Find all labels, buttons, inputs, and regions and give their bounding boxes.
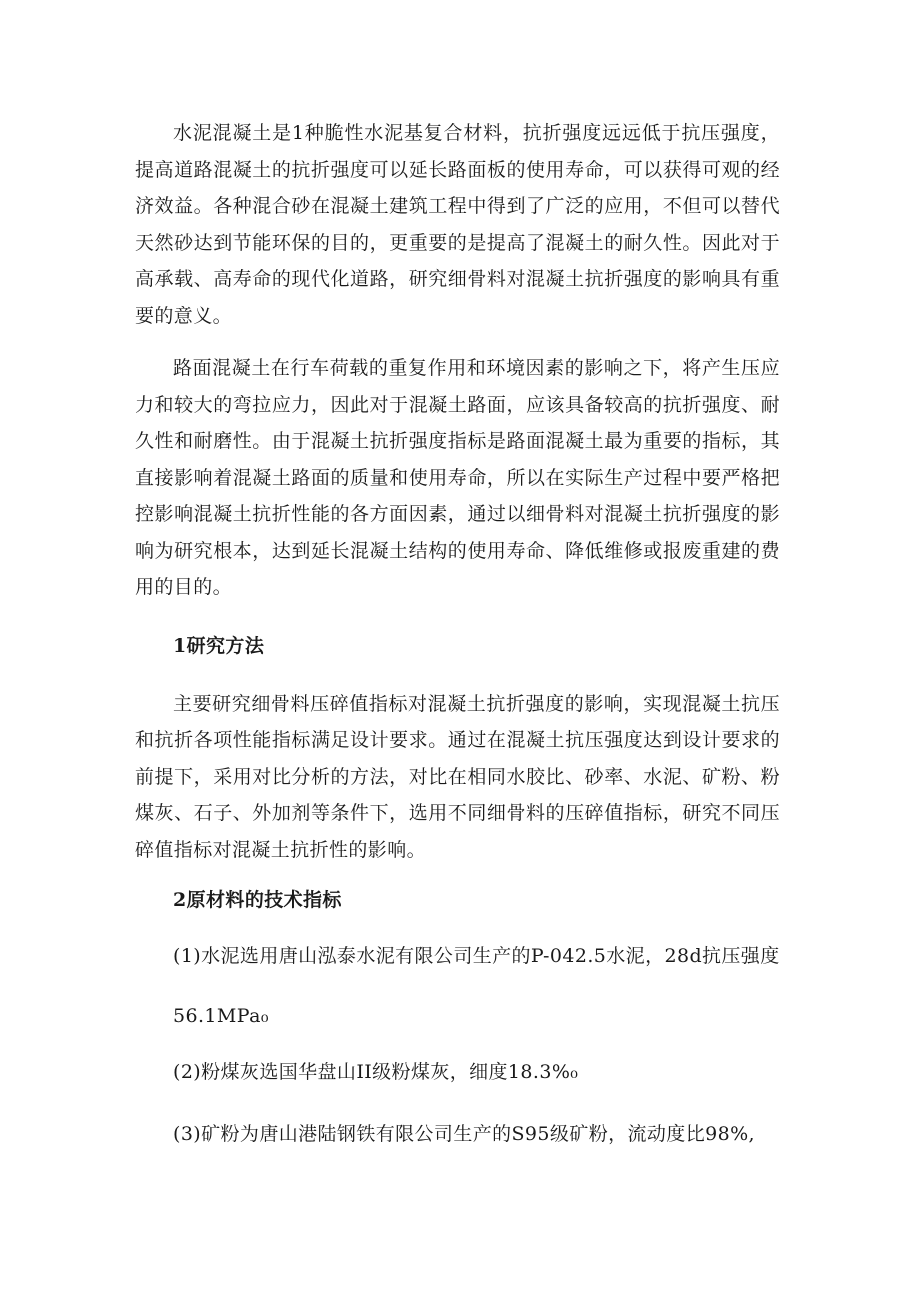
paragraph-research-method: 主要研究细骨料压碎值指标对混凝土抗折强度的影响，实现混凝土抗压和抗折各项性能指标满足设计要求。通过在混凝土抗压强度达到设计要求的前提下，采用对比分析的方法，对比在相同水胶比、砂率、水泥、矿粉、粉煤灰、石子、外加剂等条件下，选用不同细骨料的压碎值指标，研究不同压碎值指标对混凝土抗折性的影响。 bbox=[135, 692, 780, 861]
document-page bbox=[135, 115, 780, 1152]
paragraph-intro: 水泥混凝土是1种脆性水泥基复合材料，抗折强度远远低于抗压强度，提高道路混凝土的抗折强度可以延长路面板的使用寿命，可以获得可观的经济效益。各种混合砂在混凝土建筑工程中得到了广泛的应用，不但可以替代天然砂达到节能环保的目的，更重要的是提高了混凝土的耐久性。因此对于高承载、高寿命的现代化道路，研究细骨料对混凝土抗折强度的影响具有重要的意义。 bbox=[135, 122, 780, 327]
list-item-fly-ash: (2)粉煤灰选国华盘山II级粉煤灰，细度18.3%₀ bbox=[173, 1061, 579, 1083]
list-item-cement bbox=[135, 938, 780, 1034]
section-heading-raw-materials: 2原材料的技术指标 bbox=[173, 889, 342, 911]
section-heading-research-method: 1研究方法 bbox=[173, 634, 265, 657]
list-item-cement-line2: 56.1MPa₀ bbox=[173, 1005, 269, 1027]
list-item-cement-line1: (1)水泥选用唐山泓泰水泥有限公司生产的P-042.5水泥，28d抗压强度 bbox=[173, 945, 780, 967]
paragraph-pavement: 路面混凝土在行车荷载的重复作用和环境因素的影响之下，将产生压应力和较大的弯拉应力，因此对于混凝土路面，应该具备较高的抗折强度、耐久性和耐磨性。由于混凝土抗折强度指标是路面混凝土最为重要的指标，其直接影响着混凝土路面的质量和使用寿命，所以在实际生产过程中要严格把控影响混凝土抗折性能的各方面因素，通过以细骨料对混凝土抗折强度的影响为研究根本，达到延长混凝土结构的使用寿命、降低维修或报废重建的费用的目的。 bbox=[135, 357, 780, 598]
list-item-slag-powder: (3)矿粉为唐山港陆钢铁有限公司生产的S95级矿粉，流动度比98%, bbox=[173, 1123, 755, 1145]
